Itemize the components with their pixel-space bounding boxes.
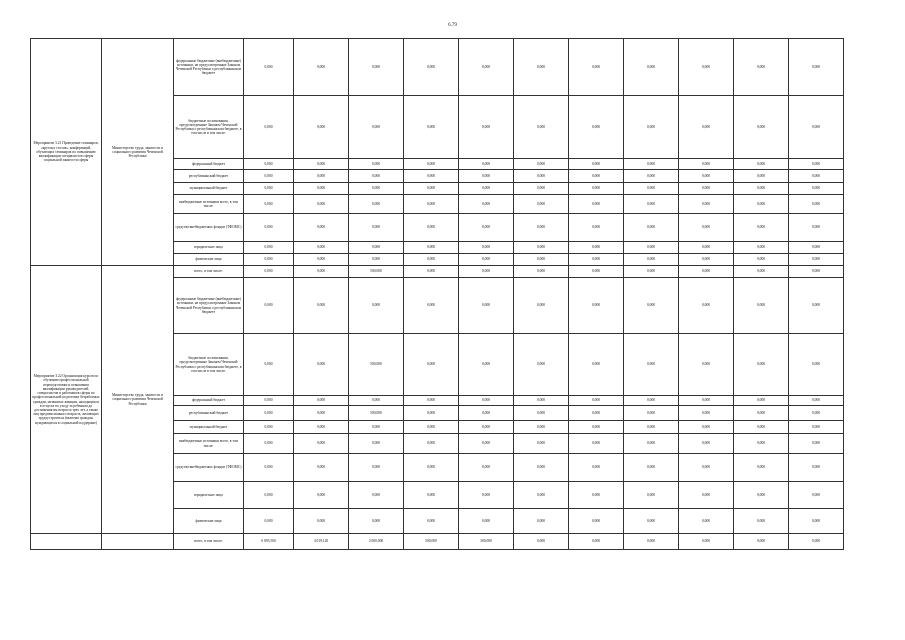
value-cell: 0,000 [244, 183, 294, 195]
value-cell: 0,000 [679, 509, 734, 534]
value-cell: 0,000 [294, 214, 349, 242]
value-cell: 0,000 [459, 334, 514, 396]
value-cell: 0,000 [569, 183, 624, 195]
value-cell: 0,000 [569, 170, 624, 183]
source-cell: бюджетные ассигнования, предусмотренные Законом Чеченской Республики о республиканском бюджете, в том числе в том числе: [174, 334, 244, 396]
value-cell: 500,000 [349, 266, 404, 278]
value-cell: 0,000 [569, 421, 624, 434]
source-cell: внебюджетные источники всего, в том числе: [174, 434, 244, 454]
value-cell: 0,000 [459, 242, 514, 254]
value-cell: 0,000 [569, 254, 624, 266]
source-cell: внебюджетные источники всего, в том числе: [174, 195, 244, 214]
value-cell: 0,000 [569, 482, 624, 509]
value-cell: 0,000 [294, 396, 349, 406]
value-cell: 0,000 [789, 39, 844, 96]
source-cell: средства внебюджетных фондов (ТФОМС) [174, 454, 244, 482]
value-cell: 0,000 [569, 214, 624, 242]
value-cell: 0,000 [734, 534, 789, 550]
source-cell: федеральный бюджет [174, 396, 244, 406]
value-cell: 0,000 [294, 254, 349, 266]
value-cell: 0,000 [404, 242, 459, 254]
value-cell: 0,000 [294, 406, 349, 421]
value-cell: 0,000 [294, 96, 349, 159]
value-cell: 0,000 [679, 254, 734, 266]
value-cell: 0,000 [514, 242, 569, 254]
value-cell: 0,000 [349, 434, 404, 454]
value-cell: 2 000,000 [349, 534, 404, 550]
source-cell: физические лица [174, 509, 244, 534]
value-cell: 0,000 [679, 183, 734, 195]
value-cell: 0,000 [624, 278, 679, 334]
value-cell: 0,000 [789, 242, 844, 254]
value-cell: 0,000 [459, 396, 514, 406]
value-cell: 0,000 [569, 454, 624, 482]
value-cell: 0,000 [294, 39, 349, 96]
value-cell: 0,000 [514, 254, 569, 266]
source-cell: муниципальный бюджет [174, 183, 244, 195]
value-cell: 0,000 [624, 183, 679, 195]
value-cell: 0,000 [294, 183, 349, 195]
value-cell: 0,000 [569, 406, 624, 421]
value-cell: 0,000 [734, 195, 789, 214]
value-cell: 0,000 [404, 195, 459, 214]
value-cell: 0,000 [679, 266, 734, 278]
value-cell: 0,000 [404, 170, 459, 183]
value-cell: 0,000 [244, 509, 294, 534]
value-cell: 0,000 [789, 96, 844, 159]
value-cell: 500,000 [404, 534, 459, 550]
value-cell: 0,000 [679, 159, 734, 170]
value-cell: 0,000 [679, 406, 734, 421]
value-cell: 0,000 [624, 214, 679, 242]
value-cell: 0,000 [349, 482, 404, 509]
value-cell: 0,000 [569, 266, 624, 278]
value-cell: 0,000 [789, 183, 844, 195]
value-cell: 0,000 [294, 482, 349, 509]
source-cell: всего, в том числе: [174, 534, 244, 550]
value-cell: 0,000 [734, 421, 789, 434]
source-cell: федеральный бюджет [174, 159, 244, 170]
value-cell: 0,000 [789, 454, 844, 482]
value-cell: 0,000 [624, 266, 679, 278]
value-cell: 0,000 [459, 254, 514, 266]
value-cell: 0,000 [244, 482, 294, 509]
value-cell: 0,000 [569, 96, 624, 159]
value-cell: 500,000 [349, 334, 404, 396]
value-cell: 0,000 [514, 278, 569, 334]
value-cell: 0,000 [244, 266, 294, 278]
value-cell: 0,000 [734, 170, 789, 183]
value-cell: 0,000 [789, 278, 844, 334]
value-cell: 0,000 [734, 39, 789, 96]
value-cell: 0,000 [349, 39, 404, 96]
value-cell: 0,000 [244, 159, 294, 170]
value-cell: 0,000 [404, 266, 459, 278]
value-cell: 0,000 [404, 434, 459, 454]
value-cell: 0,000 [349, 242, 404, 254]
value-cell: 0,000 [404, 482, 459, 509]
value-cell: 0,000 [244, 254, 294, 266]
value-cell: 0,000 [624, 434, 679, 454]
source-cell: муниципальный бюджет [174, 421, 244, 434]
value-cell: 0,000 [624, 396, 679, 406]
page-number: 6.79 [448, 23, 457, 28]
value-cell: 0,000 [514, 509, 569, 534]
value-cell: 0,000 [244, 96, 294, 159]
value-cell: 0,000 [679, 195, 734, 214]
value-cell: 0,000 [624, 334, 679, 396]
source-cell: федеральные бюджетные (внебюджетные) источники, не предусмотренные Законом Чеченской Республики о республиканском бюджете [174, 278, 244, 334]
value-cell: 0,000 [734, 266, 789, 278]
value-cell: 0,000 [789, 421, 844, 434]
value-cell: 0,000 [624, 254, 679, 266]
value-cell: 0,000 [679, 96, 734, 159]
value-cell: 0,000 [404, 278, 459, 334]
value-cell: 0,000 [734, 396, 789, 406]
value-cell: 0,000 [294, 278, 349, 334]
value-cell: 0,000 [514, 534, 569, 550]
value-cell: 0,000 [569, 434, 624, 454]
total-row [31, 534, 844, 550]
value-cell: 0,000 [459, 421, 514, 434]
value-cell: 0,000 [294, 170, 349, 183]
value-cell: 6 095,560 [244, 534, 294, 550]
value-cell: 0,000 [404, 454, 459, 482]
value-cell: 0,000 [734, 214, 789, 242]
value-cell: 0,000 [569, 195, 624, 214]
value-cell: 0,000 [404, 406, 459, 421]
value-cell: 0,000 [734, 482, 789, 509]
value-cell: 0,000 [404, 183, 459, 195]
value-cell: 0,000 [294, 454, 349, 482]
value-cell: 0,000 [734, 254, 789, 266]
value-cell: 0,000 [734, 406, 789, 421]
value-cell: 0,000 [459, 278, 514, 334]
value-cell: 0,000 [244, 242, 294, 254]
value-cell: 0,000 [459, 39, 514, 96]
value-cell: 0,000 [514, 39, 569, 96]
value-cell: 0,000 [244, 214, 294, 242]
value-cell: 0,000 [789, 214, 844, 242]
value-cell: 0,000 [404, 421, 459, 434]
executor-b-cell: Министерство труда, занятости и социального развития Чеченской Республики [102, 266, 174, 534]
source-cell: юридические лица [174, 242, 244, 254]
table-row [31, 266, 844, 278]
value-cell: 0,000 [624, 454, 679, 482]
value-cell: 0,000 [679, 334, 734, 396]
value-cell: 0,000 [734, 242, 789, 254]
source-cell: физические лица [174, 254, 244, 266]
value-cell: 0,000 [789, 534, 844, 550]
value-cell: 0,000 [404, 254, 459, 266]
value-cell: 0,000 [514, 421, 569, 434]
source-cell: юридические лица [174, 482, 244, 509]
value-cell: 0,000 [679, 534, 734, 550]
value-cell: 0,000 [569, 39, 624, 96]
value-cell: 0,000 [734, 183, 789, 195]
value-cell: 0,000 [789, 334, 844, 396]
value-cell: 0,000 [349, 183, 404, 195]
value-cell: 0,000 [514, 214, 569, 242]
value-cell: 0,000 [294, 509, 349, 534]
value-cell: 0,000 [679, 482, 734, 509]
value-cell: 0,000 [734, 278, 789, 334]
value-cell: 0,000 [624, 195, 679, 214]
value-cell: 0,000 [514, 454, 569, 482]
value-cell: 0,000 [514, 195, 569, 214]
value-cell: 0,000 [294, 334, 349, 396]
value-cell: 0,000 [569, 242, 624, 254]
value-cell: 0,000 [789, 159, 844, 170]
value-cell: 0,000 [679, 39, 734, 96]
value-cell: 0,000 [349, 278, 404, 334]
value-cell: 0,000 [294, 195, 349, 214]
value-cell: 0,000 [734, 96, 789, 159]
value-cell: 0,000 [789, 195, 844, 214]
value-cell: 0,000 [514, 334, 569, 396]
value-cell: 0,000 [459, 406, 514, 421]
value-cell: 0,000 [459, 96, 514, 159]
source-cell: бюджетные ассигнования, предусмотренные Законом Чеченской Республики о республиканском бюджете, в том числе в том числе: [174, 96, 244, 159]
value-cell: 0,000 [624, 534, 679, 550]
empty-executor-cell [102, 534, 174, 550]
value-cell: 0,000 [624, 39, 679, 96]
value-cell: 0,000 [244, 434, 294, 454]
value-cell: 0,000 [624, 159, 679, 170]
source-cell: республиканский бюджет [174, 406, 244, 421]
value-cell: 0,000 [404, 334, 459, 396]
value-cell: 0,000 [459, 454, 514, 482]
value-cell: 0,000 [734, 334, 789, 396]
value-cell: 0,000 [514, 96, 569, 159]
value-cell: 0,000 [294, 421, 349, 434]
value-cell: 0,000 [244, 421, 294, 434]
value-cell: 0,000 [244, 454, 294, 482]
event-a-cell: Мероприятие 3.21 Проведение семинаров, «круглых столов», конференций, обучающих семинаров по повышению квалификации специалистов сферы социальной занятости сферы [31, 39, 102, 266]
empty-event-cell [31, 534, 102, 550]
value-cell: 0,000 [514, 406, 569, 421]
value-cell: 0,000 [349, 195, 404, 214]
value-cell: 0,000 [349, 214, 404, 242]
value-cell: 0,000 [624, 482, 679, 509]
value-cell: 0,000 [514, 159, 569, 170]
value-cell: 0,000 [294, 434, 349, 454]
value-cell: 0,000 [349, 509, 404, 534]
value-cell: 0,000 [734, 159, 789, 170]
value-cell: 0,000 [734, 454, 789, 482]
value-cell: 0,000 [349, 421, 404, 434]
value-cell: 500,000 [349, 406, 404, 421]
value-cell: 0,000 [514, 183, 569, 195]
value-cell: 0,000 [244, 278, 294, 334]
value-cell: 0,000 [624, 406, 679, 421]
value-cell: 0,000 [789, 482, 844, 509]
value-cell: 0,000 [514, 266, 569, 278]
value-cell: 0,000 [514, 482, 569, 509]
value-cell: 0,000 [679, 242, 734, 254]
value-cell: 0,000 [459, 170, 514, 183]
value-cell: 0,000 [404, 96, 459, 159]
source-cell: всего, в том числе: [174, 266, 244, 278]
value-cell: 0,000 [569, 334, 624, 396]
value-cell: 0,000 [349, 254, 404, 266]
value-cell: 0,000 [679, 454, 734, 482]
budget-table [30, 38, 844, 550]
value-cell: 0,000 [679, 421, 734, 434]
table-row [31, 39, 844, 96]
value-cell: 0,000 [459, 434, 514, 454]
value-cell: 0,000 [244, 170, 294, 183]
value-cell: 0,000 [514, 396, 569, 406]
value-cell: 0,000 [569, 534, 624, 550]
value-cell: 0,000 [294, 159, 349, 170]
value-cell: 0,000 [404, 39, 459, 96]
value-cell: 0,000 [789, 406, 844, 421]
value-cell: 0,000 [459, 159, 514, 170]
value-cell: 0,000 [459, 266, 514, 278]
value-cell: 0,000 [734, 509, 789, 534]
value-cell: 0,000 [734, 434, 789, 454]
value-cell: 0,000 [789, 509, 844, 534]
value-cell: 0,000 [514, 434, 569, 454]
value-cell: 0,000 [404, 509, 459, 534]
value-cell: 0,000 [624, 96, 679, 159]
value-cell: 0,000 [244, 396, 294, 406]
value-cell: 0,000 [294, 266, 349, 278]
value-cell: 0,000 [294, 242, 349, 254]
source-cell: республиканский бюджет [174, 170, 244, 183]
value-cell: 0,000 [459, 214, 514, 242]
value-cell: 0,000 [624, 170, 679, 183]
value-cell: 0,000 [349, 396, 404, 406]
value-cell: 0,000 [679, 170, 734, 183]
source-cell: федеральные бюджетные (внебюджетные) источники, не предусмотренные Законом Чеченской Республики о республиканском бюджете [174, 39, 244, 96]
value-cell: 0,000 [789, 396, 844, 406]
value-cell: 0,000 [244, 406, 294, 421]
value-cell: 0,000 [789, 434, 844, 454]
value-cell: 0,000 [459, 183, 514, 195]
value-cell: 0,000 [404, 159, 459, 170]
value-cell: 0,000 [349, 454, 404, 482]
value-cell: 0,000 [569, 159, 624, 170]
value-cell: 0,000 [569, 396, 624, 406]
value-cell: 0,000 [459, 195, 514, 214]
value-cell: 0,000 [244, 39, 294, 96]
value-cell: 0,000 [789, 170, 844, 183]
value-cell: 0,000 [244, 334, 294, 396]
source-cell: средства внебюджетных фондов (ТФОМС) [174, 214, 244, 242]
value-cell: 0,000 [459, 509, 514, 534]
event-b-cell: Мероприятие 3.22 Организация курсов по обучению профессиональной переподготовки и повышения квалификации руководителей, специалистов и работников сферы по профессиональной подготовке безработных граждан, незанятых женщин, находящихся в отпуске по уходу за ребенком до достижения им возраста трех лет, а также лиц предпенсионного возраста, желающих трудоустроиться (включая граждан, нуждающихся в социальной поддержке) [31, 266, 102, 534]
value-cell: 300,000 [459, 534, 514, 550]
value-cell: 0,000 [679, 214, 734, 242]
value-cell: 0,000 [624, 509, 679, 534]
value-cell: 0,000 [679, 278, 734, 334]
value-cell: 0,000 [514, 170, 569, 183]
value-cell: 0,000 [569, 278, 624, 334]
value-cell: 0,000 [624, 421, 679, 434]
value-cell: 0,000 [459, 482, 514, 509]
value-cell: 0,000 [624, 242, 679, 254]
value-cell: 0,000 [349, 159, 404, 170]
value-cell: 0,000 [349, 96, 404, 159]
value-cell: 0,000 [404, 396, 459, 406]
executor-a-cell: Министерство труда, занятости и социального развития Чеченской Республики [102, 39, 174, 266]
value-cell: 4 019,120 [294, 534, 349, 550]
value-cell: 0,000 [349, 170, 404, 183]
value-cell: 0,000 [789, 254, 844, 266]
value-cell: 0,000 [244, 195, 294, 214]
value-cell: 0,000 [404, 214, 459, 242]
value-cell: 0,000 [679, 434, 734, 454]
value-cell: 0,000 [569, 509, 624, 534]
value-cell: 0,000 [679, 396, 734, 406]
value-cell: 0,000 [789, 266, 844, 278]
